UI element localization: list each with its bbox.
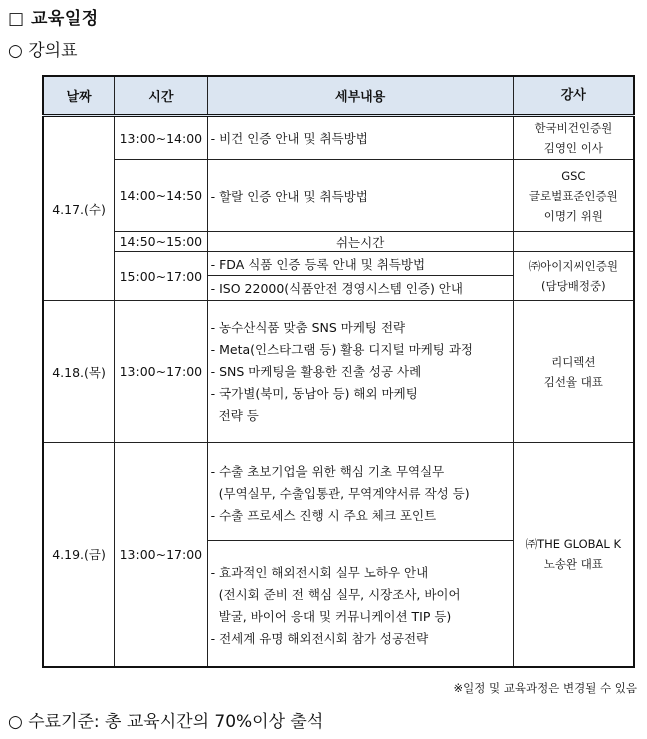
table-row bbox=[43, 232, 634, 252]
table-header-row bbox=[43, 76, 634, 116]
lecturer-cell bbox=[513, 160, 634, 232]
content-line: 발굴, 바이어 응대 및 커뮤니케이션 TIP 등) bbox=[218, 609, 452, 625]
content-cell bbox=[207, 443, 513, 541]
content-line: - 전세계 유명 해외전시회 참가 성공전략 bbox=[210, 631, 429, 647]
lecturer-name: 김선율 대표 bbox=[543, 374, 603, 389]
lecturer-name: (담당배정중) bbox=[541, 279, 606, 293]
table-row bbox=[43, 252, 634, 276]
content-line: (무역실무, 수출입통관, 무역계약서류 작성 등) bbox=[218, 485, 470, 501]
lecturer-cell bbox=[513, 116, 634, 160]
lecturer-org: GSC bbox=[561, 168, 586, 183]
date-cell: 4.18.(목) bbox=[43, 301, 115, 443]
lecturer-org: 한국비건인증원 bbox=[534, 121, 613, 135]
section-heading: □ 교육일정 bbox=[8, 9, 99, 29]
schedule-table-wrap bbox=[42, 75, 635, 668]
date-cell: 4.17.(수) bbox=[43, 116, 115, 301]
lecturer-cell-empty bbox=[513, 232, 634, 252]
time-cell: 15:00~17:00 bbox=[115, 252, 208, 301]
content-lines bbox=[211, 311, 513, 433]
content-line: - Meta(인스타그램 등) 활용 디지털 마케팅 과정 bbox=[210, 341, 473, 357]
content-line: - 수출 프로세스 진행 시 주요 체크 포인트 bbox=[210, 507, 437, 523]
lecturer-org: ㈜아이지씨인증원 bbox=[528, 259, 618, 273]
content-cell bbox=[207, 541, 513, 667]
schedule-note: ※일정 및 교육과정은 변경될 수 있음 bbox=[453, 681, 637, 695]
header-date: 날짜 bbox=[43, 76, 115, 116]
schedule-table bbox=[42, 75, 635, 668]
time-cell: 14:50~15:00 bbox=[115, 232, 208, 252]
table-row bbox=[43, 301, 634, 443]
table-row bbox=[43, 116, 634, 160]
time-cell: 14:00~14:50 bbox=[115, 160, 208, 232]
header-time: 시간 bbox=[115, 76, 208, 116]
content-line: - 효과적인 해외전시회 실무 노하우 안내 bbox=[210, 565, 429, 581]
content-cell bbox=[207, 301, 513, 443]
lecturer-cell bbox=[513, 443, 634, 667]
lecturer-name: 이명기 위원 bbox=[543, 208, 603, 223]
content-cell: - 할랄 인증 안내 및 취득방법 bbox=[207, 160, 513, 232]
content-cell: - ISO 22000(식품안전 경영시스템 인증) 안내 bbox=[207, 276, 513, 301]
time-cell: 13:00~17:00 bbox=[115, 443, 208, 667]
lecturer-name: 노송완 대표 bbox=[543, 557, 603, 572]
section-subheading: ○ 강의표 bbox=[8, 41, 78, 61]
lecturer-org: 리디렉션 bbox=[551, 354, 596, 369]
content-line: - 수출 초보기업을 위한 핵심 기초 무역실무 bbox=[210, 463, 445, 479]
content-line: - 농수산식품 맞춤 SNS 마케팅 전략 bbox=[210, 319, 406, 335]
lecturer-name: 김영인 이사 bbox=[543, 141, 603, 155]
header-lecturer: 강사 bbox=[513, 76, 634, 116]
content-cell: - 비건 인증 안내 및 취득방법 bbox=[207, 116, 513, 160]
date-cell: 4.19.(금) bbox=[43, 443, 115, 667]
time-cell: 13:00~17:00 bbox=[115, 301, 208, 443]
completion-criteria: ○ 수료기준: 총 교육시간의 70%이상 출석 bbox=[8, 712, 324, 732]
content-lines bbox=[211, 550, 513, 656]
content-line: - SNS 마케팅을 활용한 진출 성공 사례 bbox=[210, 363, 422, 379]
content-line: (전시회 준비 전 핵심 실무, 시장조사, 바이어 bbox=[218, 587, 461, 603]
lecturer-cell bbox=[513, 252, 634, 301]
table-row bbox=[43, 443, 634, 541]
lecturer-org: ㈜THE GLOBAL K bbox=[525, 537, 622, 552]
break-cell: 쉬는시간 bbox=[207, 232, 513, 252]
content-lines bbox=[211, 451, 513, 533]
content-line: - 국가별(북미, 동남아 등) 해외 마케팅 bbox=[210, 385, 418, 401]
table-row bbox=[43, 160, 634, 232]
lecturer-org: 글로벌표준인증원 bbox=[528, 188, 618, 203]
header-content: 세부내용 bbox=[207, 76, 513, 116]
content-line: 전략 등 bbox=[218, 407, 259, 423]
lecturer-cell bbox=[513, 301, 634, 443]
content-cell: - FDA 식품 인증 등록 안내 및 취득방법 bbox=[207, 252, 513, 276]
time-cell: 13:00~14:00 bbox=[115, 116, 208, 160]
